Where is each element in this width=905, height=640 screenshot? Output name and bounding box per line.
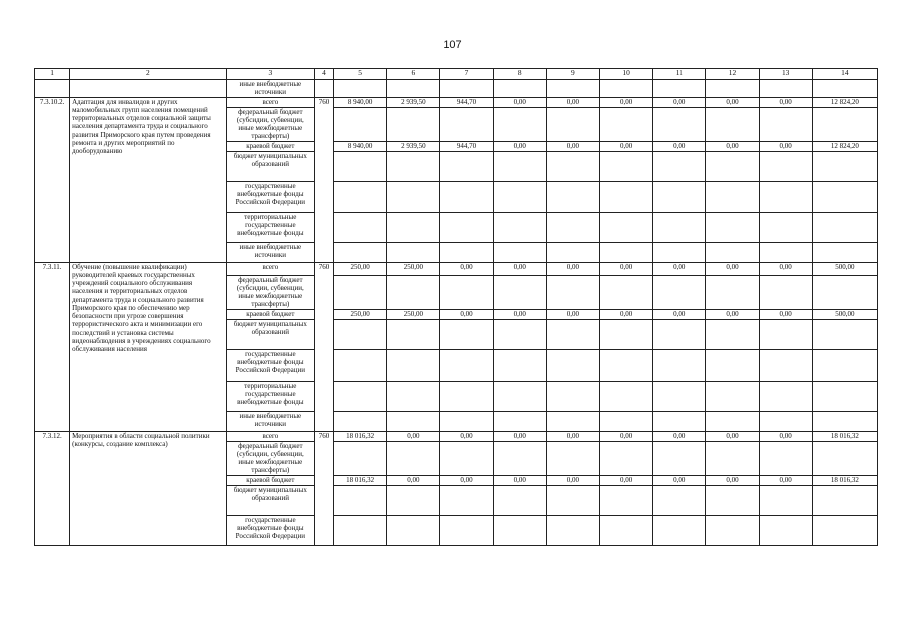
value-cell — [706, 151, 759, 181]
value-cell — [653, 181, 706, 212]
value-cell — [440, 181, 493, 212]
value-cell — [706, 107, 759, 141]
value-cell — [440, 319, 493, 349]
item-code: 7.3.12. — [35, 431, 70, 545]
value-cell — [706, 411, 759, 431]
value-cell — [599, 441, 652, 475]
value-cell — [812, 212, 877, 242]
value-cell — [493, 349, 546, 381]
value-cell: 0,00 — [440, 475, 493, 485]
funding-source: иные внебюджетные источники — [226, 242, 314, 262]
value-cell — [493, 319, 546, 349]
value-cell — [334, 275, 387, 309]
value-cell — [759, 485, 812, 515]
funding-source: бюджет муниципальных образований — [226, 319, 314, 349]
value-cell — [334, 381, 387, 411]
value-cell — [706, 275, 759, 309]
value-cell: 2 939,50 — [387, 97, 440, 107]
funding-source: федеральный бюджет (субсидии, субвенции, иные межбюджетные трансферты) — [226, 441, 314, 475]
value-cell: 0,00 — [759, 475, 812, 485]
funding-source: федеральный бюджет (субсидии, субвенции, иные межбюджетные трансферты) — [226, 275, 314, 309]
value-cell — [493, 151, 546, 181]
value-cell — [812, 515, 877, 545]
column-number: 2 — [70, 69, 227, 80]
value-cell: 0,00 — [546, 262, 599, 275]
value-cell: 0,00 — [599, 309, 652, 319]
value-cell: 944,70 — [440, 97, 493, 107]
value-cell — [653, 107, 706, 141]
funding-source: государственные внебюджетные фонды Российской Федерации — [226, 515, 314, 545]
value-cell — [387, 441, 440, 475]
value-cell: 0,00 — [546, 141, 599, 151]
funding-source: территориальные государственные внебюджетные фонды — [226, 212, 314, 242]
value-cell: 250,00 — [387, 262, 440, 275]
value-cell — [387, 275, 440, 309]
funding-source: всего — [226, 262, 314, 275]
value-cell — [599, 411, 652, 431]
column-number: 10 — [599, 69, 652, 80]
value-cell — [759, 212, 812, 242]
column-number: 11 — [653, 69, 706, 80]
value-cell — [653, 319, 706, 349]
value-cell — [812, 242, 877, 262]
value-cell: 500,00 — [812, 309, 877, 319]
col4-value: 760 — [314, 97, 333, 262]
value-cell — [546, 485, 599, 515]
value-cell — [706, 515, 759, 545]
value-cell — [334, 151, 387, 181]
item-name: Мероприятия в области социальной политики (конкурсы, создание комплекса) — [70, 431, 227, 545]
value-cell: 0,00 — [706, 309, 759, 319]
value-cell: 0,00 — [387, 431, 440, 441]
value-cell — [493, 485, 546, 515]
value-cell: 0,00 — [440, 262, 493, 275]
value-cell — [387, 212, 440, 242]
column-number: 12 — [706, 69, 759, 80]
value-cell — [387, 151, 440, 181]
value-cell — [812, 381, 877, 411]
value-cell — [812, 107, 877, 141]
item-code: 7.3.11. — [35, 262, 70, 431]
value-cell — [440, 485, 493, 515]
column-number: 13 — [759, 69, 812, 80]
value-cell — [493, 242, 546, 262]
funding-source: государственные внебюджетные фонды Российской Федерации — [226, 349, 314, 381]
value-cell — [706, 242, 759, 262]
value-cell — [440, 441, 493, 475]
value-cell: 0,00 — [440, 309, 493, 319]
item-name: Адаптация для инвалидов и других маломобильных групп населения помещений территориальных отделов социальной защиты населения департамента труда и социального развития Приморского края путем проведения ремонта и других мероприятий по дооборудованию — [70, 97, 227, 262]
value-cell — [546, 319, 599, 349]
value-cell: 0,00 — [706, 431, 759, 441]
value-cell — [759, 107, 812, 141]
value-cell — [599, 275, 652, 309]
value-cell: 0,00 — [653, 475, 706, 485]
value-cell: 0,00 — [653, 431, 706, 441]
value-cell — [759, 515, 812, 545]
value-cell: 0,00 — [493, 141, 546, 151]
value-cell — [493, 381, 546, 411]
value-cell: 0,00 — [599, 475, 652, 485]
funding-source: иные внебюджетные источники — [226, 80, 314, 98]
value-cell — [493, 107, 546, 141]
budget-table — [34, 68, 878, 546]
value-cell — [653, 242, 706, 262]
value-cell: 0,00 — [653, 309, 706, 319]
value-cell: 0,00 — [493, 97, 546, 107]
value-cell — [812, 319, 877, 349]
column-number: 9 — [546, 69, 599, 80]
value-cell: 0,00 — [653, 262, 706, 275]
value-cell — [759, 275, 812, 309]
value-cell: 0,00 — [546, 431, 599, 441]
value-cell: 0,00 — [759, 309, 812, 319]
value-cell — [387, 411, 440, 431]
value-cell — [334, 181, 387, 212]
value-cell — [759, 349, 812, 381]
value-cell — [812, 181, 877, 212]
value-cell — [812, 411, 877, 431]
value-cell — [493, 411, 546, 431]
value-cell: 0,00 — [759, 97, 812, 107]
funding-source: иные внебюджетные источники — [226, 411, 314, 431]
value-cell — [334, 485, 387, 515]
value-cell — [599, 381, 652, 411]
value-cell — [546, 515, 599, 545]
value-cell — [546, 242, 599, 262]
value-cell — [546, 212, 599, 242]
item-code: 7.3.10.2. — [35, 97, 70, 262]
funding-source: территориальные государственные внебюджетные фонды — [226, 381, 314, 411]
value-cell: 0,00 — [493, 475, 546, 485]
value-cell: 0,00 — [599, 141, 652, 151]
value-cell — [653, 485, 706, 515]
value-cell — [440, 151, 493, 181]
value-cell: 18 016,32 — [812, 431, 877, 441]
value-cell: 250,00 — [387, 309, 440, 319]
value-cell: 12 824,20 — [812, 141, 877, 151]
value-cell: 0,00 — [546, 475, 599, 485]
value-cell: 0,00 — [759, 431, 812, 441]
value-cell — [440, 212, 493, 242]
value-cell — [334, 212, 387, 242]
value-cell — [440, 107, 493, 141]
col4-value: 760 — [314, 262, 333, 431]
value-cell — [599, 515, 652, 545]
value-cell — [334, 515, 387, 545]
value-cell — [334, 349, 387, 381]
value-cell — [440, 349, 493, 381]
value-cell — [440, 515, 493, 545]
column-number: 6 — [387, 69, 440, 80]
value-cell — [546, 275, 599, 309]
value-cell: 0,00 — [546, 309, 599, 319]
value-cell — [493, 275, 546, 309]
value-cell — [759, 441, 812, 475]
value-cell — [759, 242, 812, 262]
value-cell — [334, 411, 387, 431]
funding-source: государственные внебюджетные фонды Российской Федерации — [226, 181, 314, 212]
value-cell: 0,00 — [653, 97, 706, 107]
value-cell: 0,00 — [706, 475, 759, 485]
value-cell: 18 016,32 — [812, 475, 877, 485]
value-cell: 944,70 — [440, 141, 493, 151]
value-cell: 0,00 — [493, 262, 546, 275]
value-cell: 12 824,20 — [812, 97, 877, 107]
page-number: 107 — [443, 39, 462, 51]
carry-over-row — [35, 80, 878, 98]
value-cell — [387, 242, 440, 262]
value-cell — [706, 485, 759, 515]
value-cell: 0,00 — [759, 262, 812, 275]
value-cell: 0,00 — [706, 262, 759, 275]
value-cell — [706, 319, 759, 349]
value-cell — [387, 381, 440, 411]
value-cell — [387, 349, 440, 381]
value-cell — [334, 107, 387, 141]
value-cell — [546, 107, 599, 141]
value-cell — [599, 107, 652, 141]
value-cell: 18 016,32 — [334, 431, 387, 441]
value-cell — [706, 181, 759, 212]
table-row — [35, 431, 878, 441]
value-cell — [440, 242, 493, 262]
column-number: 5 — [334, 69, 387, 80]
value-cell — [387, 485, 440, 515]
value-cell — [493, 441, 546, 475]
value-cell: 8 940,00 — [334, 97, 387, 107]
value-cell — [653, 151, 706, 181]
value-cell: 0,00 — [493, 431, 546, 441]
value-cell — [334, 441, 387, 475]
value-cell: 250,00 — [334, 309, 387, 319]
value-cell — [387, 319, 440, 349]
value-cell: 0,00 — [599, 262, 652, 275]
value-cell — [759, 319, 812, 349]
value-cell — [653, 381, 706, 411]
table-row — [35, 97, 878, 107]
value-cell: 0,00 — [493, 309, 546, 319]
value-cell — [599, 319, 652, 349]
column-number: 3 — [226, 69, 314, 80]
value-cell — [387, 515, 440, 545]
value-cell — [440, 275, 493, 309]
value-cell — [653, 441, 706, 475]
value-cell: 0,00 — [653, 141, 706, 151]
funding-source: бюджет муниципальных образований — [226, 485, 314, 515]
value-cell: 18 016,32 — [334, 475, 387, 485]
funding-source: всего — [226, 431, 314, 441]
value-cell: 0,00 — [440, 431, 493, 441]
value-cell — [653, 349, 706, 381]
value-cell — [812, 485, 877, 515]
column-number: 4 — [314, 69, 333, 80]
value-cell — [812, 441, 877, 475]
value-cell — [759, 411, 812, 431]
funding-source: краевой бюджет — [226, 309, 314, 319]
value-cell — [653, 515, 706, 545]
value-cell — [812, 275, 877, 309]
value-cell — [759, 181, 812, 212]
value-cell: 8 940,00 — [334, 141, 387, 151]
funding-source: бюджет муниципальных образований — [226, 151, 314, 181]
value-cell — [706, 441, 759, 475]
value-cell — [599, 242, 652, 262]
item-name: Обучение (повышение квалификации) руководителей краевых государственных учреждений социального обслуживания населения и территориальных отделов департамента труда и социального развития Приморского края по обеспечению мер безопасности при угрозе совершения террористического акта и минимизации его последствий и установка системы видеонаблюдения в учреждениях социального обслуживания населения — [70, 262, 227, 431]
value-cell: 0,00 — [387, 475, 440, 485]
table-row — [35, 262, 878, 275]
value-cell: 0,00 — [599, 97, 652, 107]
value-cell: 0,00 — [706, 141, 759, 151]
value-cell — [812, 349, 877, 381]
value-cell — [653, 275, 706, 309]
value-cell: 2 939,50 — [387, 141, 440, 151]
value-cell — [440, 381, 493, 411]
value-cell — [334, 319, 387, 349]
value-cell: 0,00 — [546, 97, 599, 107]
value-cell — [493, 212, 546, 242]
value-cell — [653, 411, 706, 431]
value-cell — [546, 411, 599, 431]
value-cell: 0,00 — [599, 431, 652, 441]
col4-value: 760 — [314, 431, 333, 545]
value-cell — [599, 151, 652, 181]
value-cell — [706, 212, 759, 242]
funding-source: федеральный бюджет (субсидии, субвенции, иные межбюджетные трансферты) — [226, 107, 314, 141]
value-cell — [440, 411, 493, 431]
value-cell — [546, 441, 599, 475]
value-cell — [599, 349, 652, 381]
value-cell — [706, 349, 759, 381]
value-cell — [546, 381, 599, 411]
funding-source: краевой бюджет — [226, 141, 314, 151]
value-cell — [653, 212, 706, 242]
value-cell — [387, 107, 440, 141]
column-number: 8 — [493, 69, 546, 80]
funding-source: краевой бюджет — [226, 475, 314, 485]
column-number: 14 — [812, 69, 877, 80]
value-cell: 0,00 — [706, 97, 759, 107]
value-cell — [812, 151, 877, 181]
column-number: 1 — [35, 69, 70, 80]
value-cell — [599, 485, 652, 515]
value-cell — [546, 151, 599, 181]
value-cell — [759, 381, 812, 411]
value-cell: 500,00 — [812, 262, 877, 275]
value-cell — [546, 349, 599, 381]
value-cell: 250,00 — [334, 262, 387, 275]
value-cell — [334, 242, 387, 262]
value-cell — [546, 181, 599, 212]
value-cell: 0,00 — [759, 141, 812, 151]
value-cell — [759, 151, 812, 181]
column-number-row — [35, 69, 878, 80]
value-cell — [599, 212, 652, 242]
value-cell — [493, 181, 546, 212]
value-cell — [493, 515, 546, 545]
value-cell — [599, 181, 652, 212]
column-number: 7 — [440, 69, 493, 80]
value-cell — [706, 381, 759, 411]
value-cell — [387, 181, 440, 212]
funding-source: всего — [226, 97, 314, 107]
